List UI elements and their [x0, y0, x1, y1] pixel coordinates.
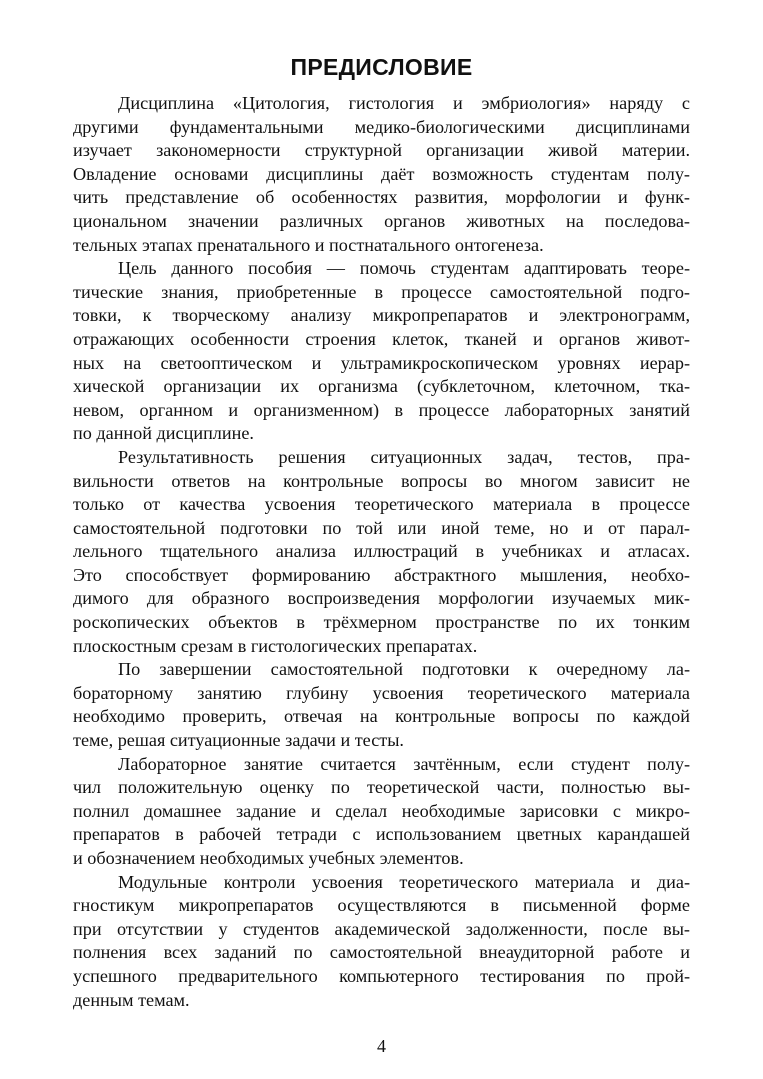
page-title: ПРЕДИСЛОВИЕ [290, 54, 473, 80]
text-line: вильности ответов на контрольные вопросы во многом зависит не [73, 470, 690, 491]
paragraph [73, 871, 690, 1013]
text-line: Это способствует формированию абстрактного мышления, необхо- [73, 564, 690, 585]
text-line: отражающих особенности строения клеток, тканей и органов живот- [73, 328, 690, 349]
text-line: денным темам. [73, 989, 190, 1010]
text-line: другими фундаментальными медико-биологическими дисциплинами [73, 116, 690, 137]
text-line: Лабораторное занятие считается зачтённым, если студент полу- [118, 753, 690, 774]
text-line: теме, решая ситуационные задачи и тесты. [73, 730, 404, 751]
text-line: невом, органном и организменном) в процессе лабораторных занятий [73, 399, 690, 420]
text-line: чить представление об особенностях развития, морфологии и функ- [73, 187, 690, 208]
text-line: ных на светооптическом и ультрамикроскопическом уровнях иерар- [73, 352, 690, 373]
paragraph [73, 92, 690, 257]
text-line: Цель данного пособия — помочь студентам адаптировать теоре- [118, 258, 690, 279]
text-line: только от качества усвоения теоретического материала в процессе [73, 494, 690, 515]
text-line: плоскостным срезам в гистологических препаратах. [73, 635, 478, 656]
paragraph [73, 257, 690, 446]
text-line: товки, к творческому анализу микропрепаратов и электронограмм, [73, 305, 690, 326]
text-line: Результативность решения ситуационных задач, тестов, пра- [118, 446, 690, 467]
text-line: бораторному занятию глубину усвоения теоретического материала [73, 682, 690, 703]
text-line: Дисциплина «Цитология, гистология и эмбриология» наряду с [118, 93, 690, 113]
text-line: чил положительную оценку по теоретической части, полностью вы- [73, 777, 690, 798]
text-line: циональном значении различных органов животных на последова- [73, 210, 690, 231]
page-content [73, 52, 690, 1012]
text-line: самостоятельной подготовки по той или иной теме, но и от парал- [73, 517, 690, 538]
page-number: 4 [377, 1036, 386, 1056]
paragraph [73, 753, 690, 871]
text-line: лельного тщательного анализа иллюстраций в учебниках и атласах. [73, 541, 690, 562]
text-line: полнил домашнее задание и сделал необходимые зарисовки с микро- [73, 800, 690, 821]
paragraph [73, 446, 690, 658]
text-line: необходимо проверить, отвечая на контрольные вопросы по каждой [73, 706, 690, 727]
text-line: роскопических объектов в трёхмерном пространстве по их тонким [73, 612, 690, 633]
text-line: полнения всех заданий по самостоятельной внеаудиторной работе и [73, 942, 690, 963]
text-line: Модульные контроли усвоения теоретического материала и диа- [118, 871, 690, 892]
text-line: димого для образного воспроизведения морфологии изучаемых мик- [73, 588, 690, 609]
text-line: хической организации их организма (субклеточном, клеточном, тка- [73, 376, 690, 397]
text-line: и обозначением необходимых учебных элементов. [73, 848, 464, 868]
body-text [73, 92, 690, 1012]
text-line: гностикум микропрепаратов осуществляются в письменной форме [73, 895, 690, 916]
text-line: препаратов в рабочей тетради с использованием цветных карандашей [73, 824, 690, 845]
text-line: По завершении самостоятельной подготовки к очередному ла- [118, 659, 690, 680]
text-line: тические знания, приобретенные в процессе самостоятельной подго- [73, 281, 690, 302]
paragraph [73, 658, 690, 752]
text-line: успешного предварительного компьютерного тестирования по прой- [73, 965, 690, 986]
text-line: по данной дисциплине. [73, 423, 254, 444]
text-line: Овладение основами дисциплины даёт возможность студентам полу- [73, 163, 690, 184]
text-line: изучает закономерности структурной организации живой материи. [73, 140, 690, 161]
text-line: при отсутствии у студентов академической задолженности, после вы- [73, 918, 690, 939]
text-line: тельных этапах пренатального и постнатального онтогенеза. [73, 234, 544, 255]
